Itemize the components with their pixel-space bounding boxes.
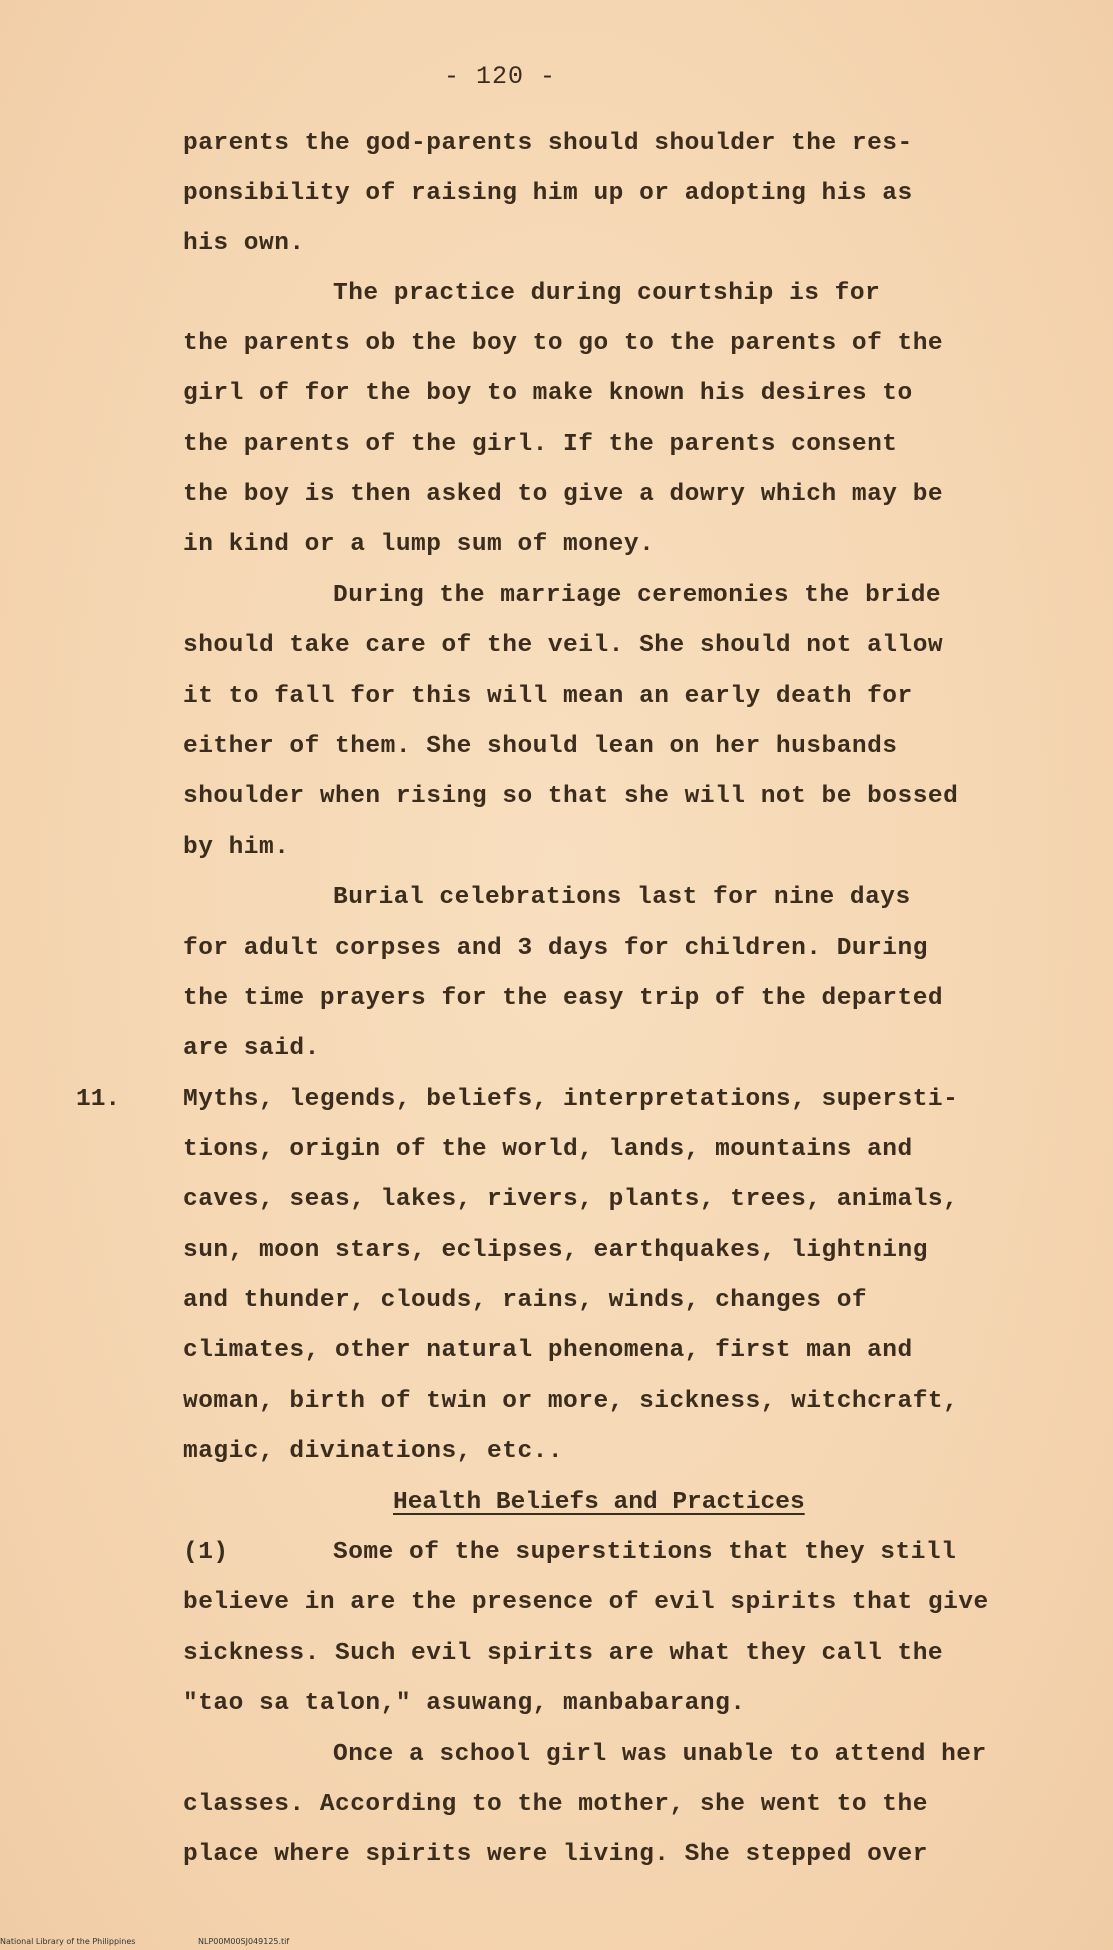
scan-footer [0, 1937, 290, 1946]
item-line: sickness. Such evil spirits are what they call the [183, 1640, 944, 1667]
paragraph-line: ponsibility of raising him up or adopting his as [183, 180, 913, 207]
paragraph-line: it to fall for this will mean an early death for [183, 683, 913, 710]
paragraph-line: the time prayers for the easy trip of the departed [183, 985, 944, 1012]
paragraph-line: the parents ob the boy to go to the parents of the [183, 330, 944, 357]
item-line: Myths, legends, beliefs, interpretations, supersti- [183, 1086, 959, 1113]
item-line: tions, origin of the world, lands, mountains and [183, 1136, 913, 1163]
item-line: climates, other natural phenomena, first man and [183, 1337, 913, 1364]
item-line: woman, birth of twin or more, sickness, witchcraft, [183, 1388, 959, 1415]
file-label: NLP00M00SJ049125.tif [198, 1937, 290, 1946]
item-number: 11. [76, 1086, 121, 1113]
paragraph-line: shoulder when rising so that she will not be bossed [183, 783, 959, 810]
item-line: caves, seas, lakes, rivers, plants, trees, animals, [183, 1186, 959, 1213]
item-line: and thunder, clouds, rains, winds, changes of [183, 1287, 868, 1314]
paragraph-line: parents the god-parents should shoulder the res- [183, 130, 913, 157]
paragraph-line: the parents of the girl. If the parents consent [183, 431, 898, 458]
paragraph-line: place where spirits were living. She stepped over [183, 1841, 928, 1868]
paragraph-line: should take care of the veil. She should not allow [183, 632, 944, 659]
paragraph-line: the boy is then asked to give a dowry which may be [183, 481, 944, 508]
paragraph-line: Once a school girl was unable to attend her [333, 1741, 987, 1768]
library-label: National Library of the Philippines [0, 1937, 136, 1946]
paragraph-line: During the marriage ceremonies the bride [333, 582, 942, 609]
section-heading: Health Beliefs and Practices [393, 1489, 805, 1516]
paragraph-line: by him. [183, 834, 290, 861]
paragraph-line: for adult corpses and 3 days for children. During [183, 935, 928, 962]
page-number: - 120 - [443, 62, 557, 91]
item-line: Some of the superstitions that they still [333, 1539, 957, 1566]
paragraph-line: his own. [183, 230, 305, 257]
item-line: "tao sa talon," asuwang, manbabarang. [183, 1690, 746, 1717]
paragraph-line: girl of for the boy to make known his desires to [183, 380, 913, 407]
paragraph-line: either of them. She should lean on her husbands [183, 733, 898, 760]
item-line: magic, divinations, etc.. [183, 1438, 564, 1465]
item-line: sun, moon stars, eclipses, earthquakes, lightning [183, 1237, 928, 1264]
paragraph-line: Burial celebrations last for nine days [333, 884, 911, 911]
item-line: believe in are the presence of evil spirits that give [183, 1589, 989, 1616]
paragraph-line: in kind or a lump sum of money. [183, 531, 655, 558]
paragraph-line: classes. According to the mother, she went to the [183, 1791, 928, 1818]
item-number: (1) [183, 1539, 229, 1566]
paragraph-line: are said. [183, 1035, 320, 1062]
paragraph-line: The practice during courtship is for [333, 280, 881, 307]
